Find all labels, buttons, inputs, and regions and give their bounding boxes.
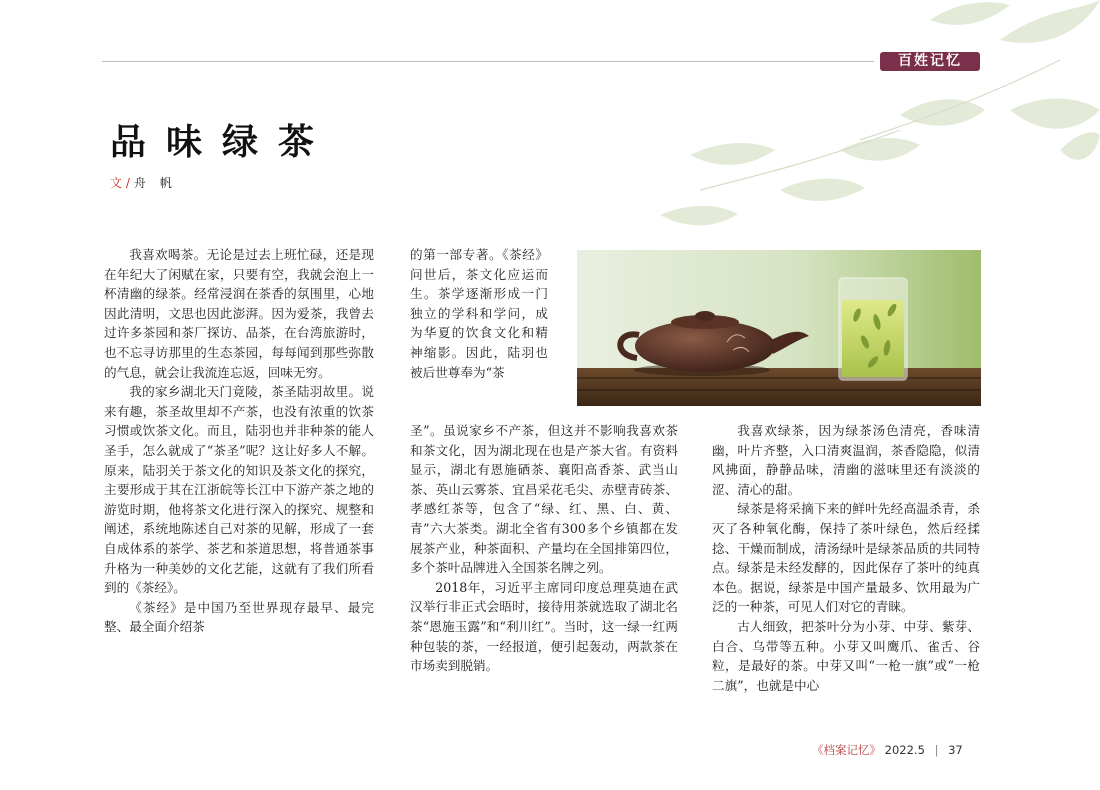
magazine-name: 《档案记忆》	[812, 743, 881, 757]
body-column-1	[104, 245, 374, 637]
paragraph: 的第一部专著。《茶经》问世后，茶文化应运而生。茶学逐渐形成一门独立的学科和学问，成为华夏的饮食文化和精神缩影。因此，陆羽也被后世尊奉为“茶	[410, 247, 548, 380]
paragraph: 我喜欢绿茶，因为绿茶汤色清亮，香味清幽，叶片齐整，入口清爽温润，茶香隐隐，似清风拂面，静静品味，清幽的滋味里还有淡淡的涩、清心的甜。	[712, 423, 980, 497]
paragraph: 绿茶是将采摘下来的鲜叶先经高温杀青，杀灭了各种氧化酶，保持了茶叶绿色，然后经揉捻、干燥而制成，清汤绿叶是绿茶品质的共同特点。绿茶是未经发酵的，因此保存了茶叶的纯真本色。据说，绿茶是中国产量最多、饮用最为广泛的一种茶，可见人们对它的青睐。	[712, 501, 980, 615]
header-rule	[102, 61, 874, 62]
paragraph: 我喜欢喝茶。无论是过去上班忙碌，还是现在年纪大了闲赋在家，只要有空，我就会泡上一杯清幽的绿茶。经常浸润在茶香的氛围里，心地因此清明，文思也因此澎湃。因为爱茶，我曾去过许多茶园和茶厂探访、品茶，在台湾旅游时，也不忘寻访那里的生态茶园，每每闻到那些弥散的气息，就会让我流连忘返，回味无穷。	[104, 247, 374, 380]
page-number: 37	[948, 743, 963, 757]
footer-separator: |	[934, 743, 939, 757]
page-footer	[812, 742, 963, 758]
teapot-and-green-tea-photo	[577, 250, 981, 406]
byline	[110, 174, 186, 191]
section-tab: 百姓记忆	[880, 52, 980, 71]
article-title: 品味绿茶	[110, 121, 335, 163]
paragraph: 古人细致，把茶叶分为小芽、中芽、紫芽、白合、乌带等五种。小芽又叫鹰爪、雀舌、谷粒，是最好的茶。中芽又叫“一枪一旗”或“一枪二旗”，也就是中心	[712, 618, 980, 693]
issue-number: 2022.5	[884, 743, 925, 757]
body-column-3	[712, 421, 980, 695]
body-column-2-top	[410, 245, 548, 382]
paragraph: 2018年，习近平主席同印度总理莫迪在武汉举行非正式会晤时，接待用茶就选取了湖北名茶“恩施玉露”和“利川红”。当时，这一绿一红两种包装的茶，一经报道，便引起轰动，两款茶在市场卖到脱销。	[410, 579, 678, 674]
byline-prefix: 文 /	[110, 176, 130, 190]
paragraph: 《茶经》是中国乃至世界现存最早、最完整、最全面介绍茶	[104, 599, 374, 635]
author-name: 舟帆	[133, 176, 186, 190]
paragraph: 圣”。虽说家乡不产茶，但这并不影响我喜欢茶和茶文化，因为湖北现在也是产茶大省。有资料显示，湖北有恩施硒茶、襄阳高香茶、武当山茶、英山云雾茶、宜昌采花毛尖、赤壁青砖茶、孝感红茶等，包含了“绿、红、黑、白、黄、青”六大茶类。湖北全省有300多个乡镇都在发展茶产业，种茶面积、产量均在全国排第四位，多个茶叶品牌进入全国茶名牌之列。	[410, 423, 678, 576]
paragraph: 我的家乡湖北天门竟陵，茶圣陆羽故里。说来有趣，茶圣故里却不产茶，也没有浓重的饮茶习惯或饮茶文化。而且，陆羽也并非种茶的能人圣手，怎么就成了“茶圣”呢？这让好多人不解。原来，陆羽关于茶文化的知识及茶文化的探究，主要形成于其在江浙皖等长江中下游产茶之地的游览时期，他将茶文化进行深入的探究、规整和阐述，系统地陈述自己对茶的见解，形成了一套自成体系的茶学、茶艺和茶道思想，将普通茶事升格为一种美妙的文化艺能，这就有了我们所看到的《茶经》。	[104, 384, 374, 596]
body-column-2-bottom	[410, 421, 678, 676]
